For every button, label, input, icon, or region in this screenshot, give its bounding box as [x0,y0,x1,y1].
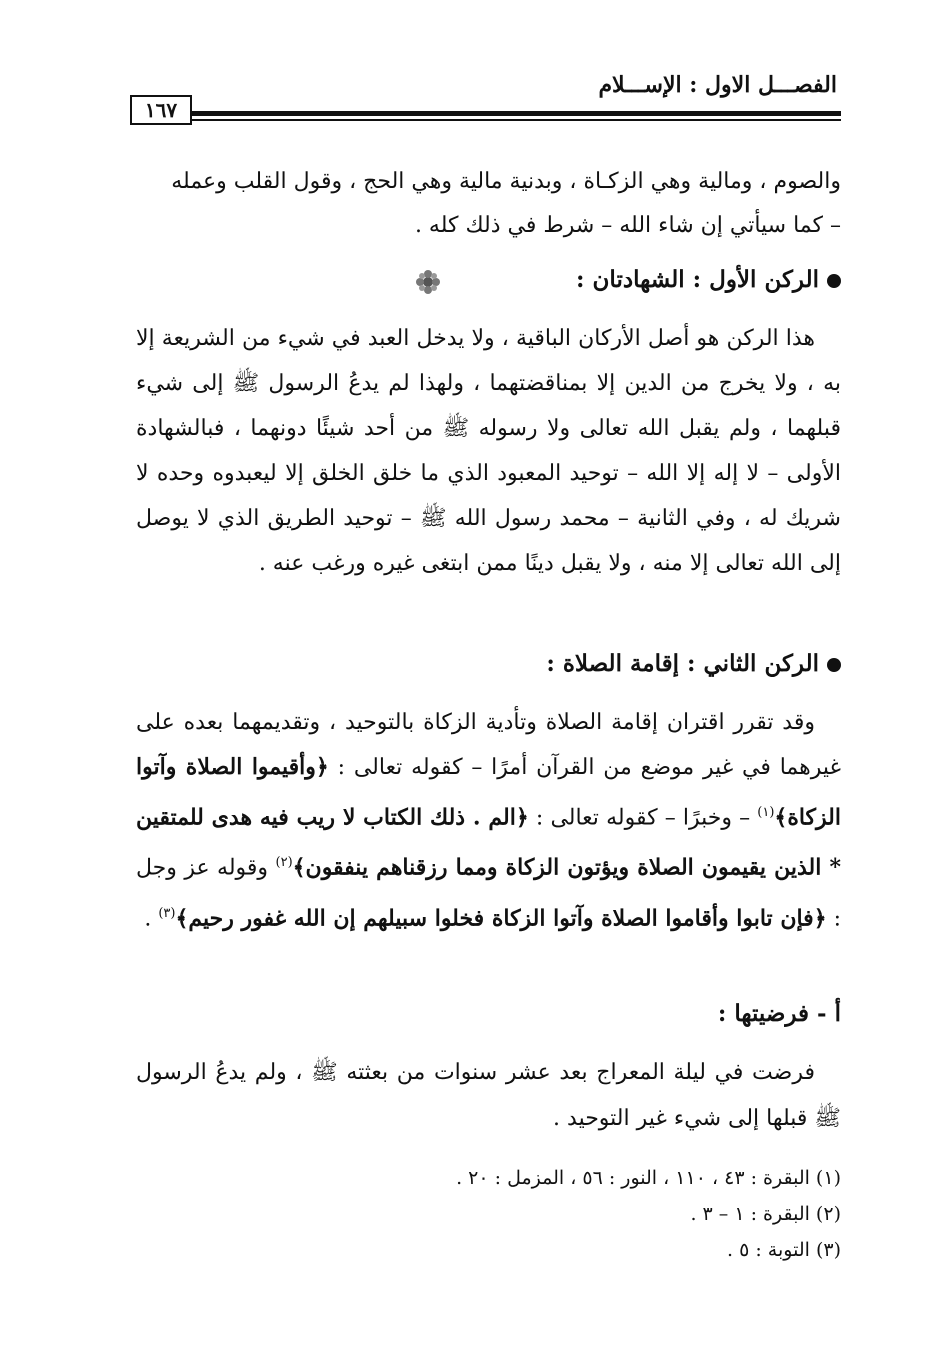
fardiyyah-paragraph [136,1050,841,1142]
flower-ornament-icon [414,268,442,296]
fardiyyah-text: فرضت في ليلة المعراج بعد عشر سنوات من بعثته ﷺ ، ولم يدعُ الرسول ﷺ قبلها إلى شيء غير التوحيد . [136,1060,841,1131]
subsection-heading-fardiyyah: أ - فرضيتها : [717,1000,841,1027]
salah-text [136,700,841,941]
salah-text-part4: . [144,905,159,931]
salah-text-part3: وقوله عز وجل : [136,855,841,931]
section-heading-text: الركن الأول : الشهادتان : [576,266,819,293]
intro-line-2: – كما سيأتي إن شاء الله – شرط في ذلك كله . [414,213,841,238]
salah-text-part2: – وخبرًا – كقوله تعالى : [528,805,758,831]
footnote-ref-3[interactable]: (٣) [158,905,176,921]
footnote-ref-1[interactable]: (١) [757,805,775,820]
bullet-icon [827,274,841,288]
quran-verse-1: ﴿وأقيموا الصلاة وآتوا الزكاة﴾ [136,754,841,831]
footnote-2: (٢) البقرة : ١ – ٣ . [690,1203,841,1225]
footnote-ref-2[interactable]: (٢) [275,855,293,871]
salah-paragraph [136,700,841,941]
shahadatan-paragraph [136,316,841,586]
page-number: ١٦٧ [130,95,192,125]
quran-verse-2: ﴿الم . ذلك الكتاب لا ريب فيه هدى للمتقين * الذين يقيمون الصلاة ويؤتون الزكاة ومما رزقناهم ينفقون﴾ [136,804,841,881]
shahadatan-text: هذا الركن هو أصل الأركان الباقية ، ولا يدخل العبد في شيء من الشريعة إلا به ، ولا يخرج من الدين إلا بمناقضتهما ، ولهذا لم يدعُ الرسول ﷺ إلى شيء قبلهما ، ولم يقبل الله تعالى ولا رسوله ﷺ من أحد شيئًا دونهما ، فبالشهادة الأولى – لا إله إلا الله – توحيد المعبود الذي ما خلق الخلق إلا ليعبدوه وحده لا شريك له ، وفي الثانية – محمد رسول الله ﷺ – توحيد الطريق الذي لا يوصل إلى الله تعالى إلا منه ، ولا يقبل دينًا ممن ابتغى غيره ورغب عنه . [136,326,841,576]
intro-paragraph [136,160,841,248]
section-heading-salah [546,650,841,677]
header-rule [192,111,841,116]
footnotes [136,1160,841,1268]
header-rule-thin [192,119,841,121]
footnote-3: (٣) التوبة : ٥ . [727,1239,841,1261]
intro-line-1: والصوم ، ومالية وهي الزكـاة ، وبدنية مالية وهي الحج ، وقول القلب وعمله [171,169,841,194]
section-heading-shahadatan [576,266,841,293]
salah-text-part1: وقد تقرر اقتران إقامة الصلاة وتأدية الزكاة بالتوحيد ، وتقديمهما بعده على غيرهما في غير موضع من القرآن أمرًا – كقوله تعالى : [136,710,842,780]
quran-verse-3: ﴿فإن تابوا وأقاموا الصلاة وآتوا الزكاة فخلوا سبيلهم إن الله غفور رحيم﴾ [175,904,827,931]
footnote-1: (١) البقرة : ٤٣ ، ١١٠ ، النور : ٥٦ ، المزمل : ٢٠ . [456,1167,841,1189]
running-header-chapter-title: الفصـــل الاول : الإســـلام [598,72,837,98]
bullet-icon [827,658,841,672]
section-heading-text: الركن الثاني : إقامة الصلاة : [546,650,819,677]
